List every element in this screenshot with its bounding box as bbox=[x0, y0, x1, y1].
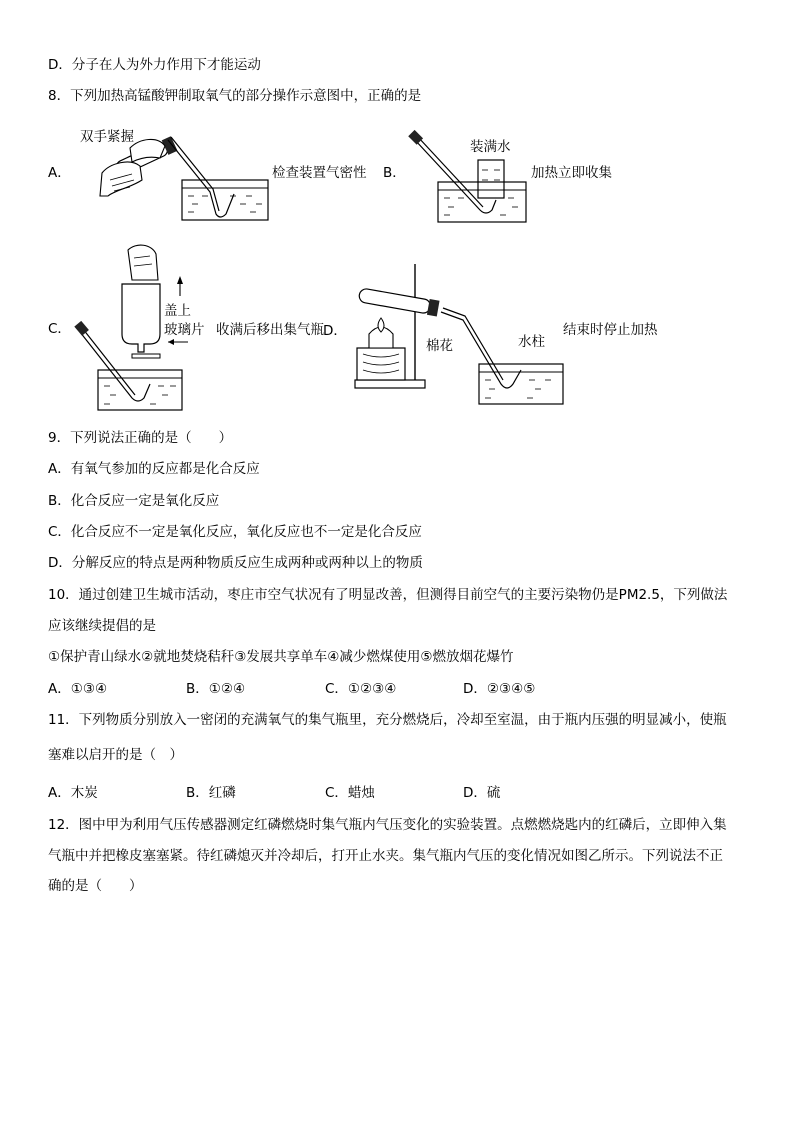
q8-c-caption: 收满后移出集气瓶 bbox=[216, 322, 324, 338]
q11-option-c: C．蜡烛 bbox=[325, 785, 375, 801]
q9-option-c: C．化合反应不一定是氧化反应，氧化反应也不一定是化合反应 bbox=[48, 524, 422, 540]
q9-option-b: B．化合反应一定是氧化反应 bbox=[48, 493, 220, 509]
q8-b-tag: 装满水 bbox=[470, 139, 511, 155]
q9-stem: 9．下列说法正确的是（ ） bbox=[48, 430, 233, 446]
q11-stem-line2: 塞难以启开的是（ ） bbox=[48, 747, 183, 763]
q11-option-b: B．红磷 bbox=[186, 785, 236, 801]
q8-a-tag: 双手紧握 bbox=[80, 129, 134, 145]
q10-option-b: B．①②④ bbox=[186, 681, 246, 697]
q10-option-a: A．①③④ bbox=[48, 681, 108, 697]
q10-option-c: C．①②③④ bbox=[325, 681, 397, 697]
q8-d-caption: 结束时停止加热 bbox=[563, 322, 658, 338]
q8-stem: 8．下列加热高锰酸钾制取氧气的部分操作示意图中，正确的是 bbox=[48, 88, 422, 104]
q12-stem-line3: 确的是（ ） bbox=[48, 878, 143, 894]
q8-option-b-letter: B． bbox=[383, 165, 406, 181]
q8-d-tag1: 棉花 bbox=[426, 338, 453, 354]
q8-d-tag2: 水柱 bbox=[518, 334, 545, 350]
q8-option-a-letter: A． bbox=[48, 165, 71, 181]
q9-option-a: A．有氧气参加的反应都是化合反应 bbox=[48, 461, 260, 477]
q8-option-c-letter: C． bbox=[48, 321, 71, 337]
q8-option-d-letter: D． bbox=[323, 323, 347, 339]
q11-option-a: A．木炭 bbox=[48, 785, 98, 801]
figure-c-remove-bottle bbox=[70, 240, 240, 415]
q10-option-d: D．②③④⑤ bbox=[463, 681, 536, 697]
q11-option-d: D．硫 bbox=[463, 785, 501, 801]
q12-stem-line2: 气瓶中并把橡皮塞塞紧。待红磷熄灭并冷却后，打开止水夹。集气瓶内气压的变化情况如图乙所示。下列说法不正 bbox=[48, 848, 723, 864]
q12-stem-line1: 12．图中甲为利用气压传感器测定红磷燃烧时集气瓶内气压变化的实验装置。点燃燃烧匙内的红磷后，立即伸入集 bbox=[48, 817, 727, 833]
q8-c-tag1: 盖上 bbox=[164, 303, 191, 319]
q10-items: ①保护青山绿水②就地焚烧秸秆③发展共享单车④减少燃煤使用⑤燃放烟花爆竹 bbox=[48, 649, 514, 665]
q7-option-d: D．分子在人为外力作用下才能运动 bbox=[48, 57, 261, 73]
q8-b-caption: 加热立即收集 bbox=[531, 165, 612, 181]
q10-stem-line1: 10．通过创建卫生城市活动，枣庄市空气状况有了明显改善，但测得目前空气的主要污染物仍是PM2.5，下列做法 bbox=[48, 587, 728, 603]
q8-a-caption: 检查装置气密性 bbox=[272, 165, 367, 181]
q10-stem-line2: 应该继续提倡的是 bbox=[48, 618, 156, 634]
q9-option-d: D．分解反应的特点是两种物质反应生成两种或两种以上的物质 bbox=[48, 555, 423, 571]
q11-stem-line1: 11．下列物质分别放入一密闭的充满氧气的集气瓶里，充分燃烧后，冷却至室温，由于瓶内压强的明显减小，使瓶 bbox=[48, 712, 727, 728]
q8-c-tag2: 玻璃片 bbox=[164, 322, 205, 338]
